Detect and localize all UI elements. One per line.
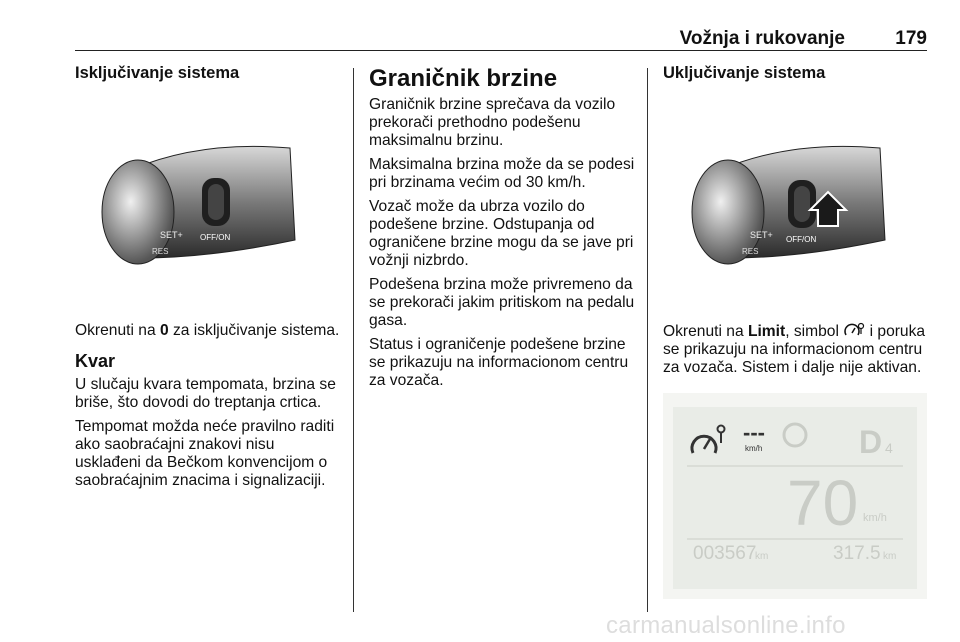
left-text: [75, 322, 343, 496]
right-column: [663, 64, 929, 82]
paragraph: Vozač može da ubrza vozilo do podešene brzine. Odstupanja od ograničene brzine mogu da se jave pri vožnji nizbrdo.: [369, 198, 634, 269]
column-divider: [353, 68, 354, 612]
cluster-display-frame: [663, 393, 927, 599]
set-label: SET+: [160, 230, 183, 240]
trip-value: 317.5: [833, 543, 881, 564]
paragraph: U slučaju kvara tempomata, brzina se briše, što dovodi do treptanja crtica.: [75, 376, 336, 411]
subheading: Kvar: [75, 351, 116, 371]
column-divider: [647, 68, 648, 612]
section-heading: Uključivanje sistema: [663, 64, 826, 82]
odometer-value: 003567: [693, 543, 757, 564]
paragraph: Okrenuti na Limit, simbol i poruka se prikazuju na informacionom centru za vozača. Sistem i dalje nije aktivan.: [663, 323, 926, 376]
trip-unit: km: [883, 551, 897, 562]
page-number: 179: [895, 28, 927, 49]
page-header: [75, 28, 927, 51]
odometer-unit: km: [755, 551, 769, 562]
set-label: SET+: [750, 230, 773, 240]
speed-unit: km/h: [863, 512, 887, 524]
section-title: Vožnja i rukovanje: [679, 28, 845, 49]
dash-unit: km/h: [745, 444, 763, 453]
paragraph: Okrenuti na 0 za isključivanje sistema.: [75, 322, 340, 339]
paragraph: Maksimalna brzina može da se podesi pri brzinama većim od 30 km/h.: [369, 156, 635, 191]
limit-dashes: ---: [743, 420, 765, 445]
cluster-display: [663, 393, 927, 599]
speedometer-limiter-icon: [843, 322, 865, 338]
off-on-label: OFF/ON: [200, 233, 231, 242]
paragraph: Graničnik brzine sprečava da vozilo prekorači prethodno podešenu maksimalnu brzinu.: [369, 96, 616, 149]
off-on-label: OFF/ON: [786, 235, 817, 244]
middle-column: [369, 66, 635, 396]
res-label: RES: [152, 247, 169, 256]
stalk-illustration: [100, 140, 300, 270]
right-text: [663, 322, 931, 383]
gear-indicator: D: [859, 424, 883, 460]
paragraph: Podešena brzina može privremeno da se prekorači jakim pritiskom na pedalu gasa.: [369, 276, 635, 329]
section-heading: Isključivanje sistema: [75, 64, 240, 82]
gear-number: 4: [885, 440, 893, 456]
watermark: carmanualsonline.info: [606, 612, 846, 639]
left-column: [75, 64, 343, 82]
res-label: RES: [742, 247, 759, 256]
paragraph: Status i ograničenje podešene brzine se prikazuju na informacionom centru za vozača.: [369, 336, 629, 389]
paragraph: Tempomat možda neće pravilno raditi ako saobraćajni znakovi nisu usklađeni da Bečkom konvencijom o saobraćajnim znacima i signalizaciji.: [75, 418, 335, 489]
stalk-illustration-limit: [690, 140, 890, 270]
speed-value: 70: [787, 467, 859, 539]
section-heading: Graničnik brzine: [369, 65, 558, 92]
